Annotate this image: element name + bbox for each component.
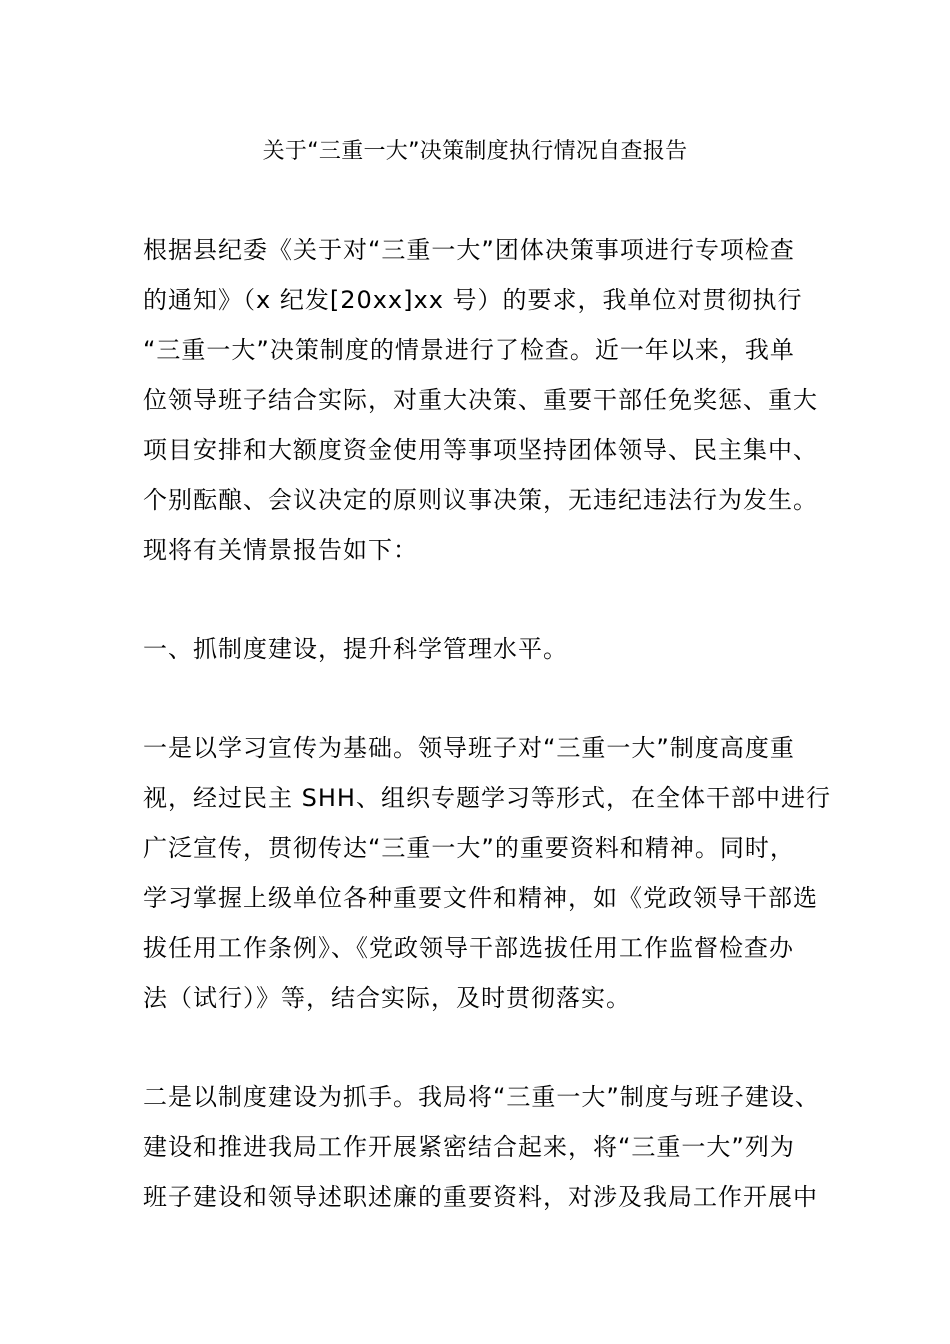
paragraph-system-line: 建设和推进我局工作开展紧密结合起来，将“三重一大”列为 (143, 1133, 795, 1161)
paragraph-study-line: 广泛宣传，贯彻传达“三重一大”的重要资料和精神。同时， (143, 834, 795, 862)
document-title: 关于“三重一大”决策制度执行情况自查报告 (262, 139, 688, 164)
paragraph-study-line: 拔任用工作条例》、《党政领导干部选拔任用工作监督检查办 (143, 934, 794, 962)
paragraph-study-line: 视，经过民主 SHH、组织专题学习等形式，在全体干部中进行 (143, 784, 831, 812)
paragraph-intro-line: 位领导班子结合实际，对重大决策、重要干部任免奖惩、重大 (143, 386, 818, 414)
section-heading: 一、抓制度建设，提升科学管理水平。 (143, 635, 568, 663)
paragraph-intro-line: 的通知》（x 纪发[20xx]xx 号）的要求，我单位对贯彻执行 (143, 286, 803, 314)
paragraph-intro-line: 项目安排和大额度资金使用等事项坚持团体领导、民主集中、 (143, 436, 818, 464)
paragraph-system-line: 二是以制度建设为抓手。我局将“三重一大”制度与班子建设、 (143, 1083, 820, 1111)
paragraph-intro-line: 根据县纪委《关于对“三重一大”团体决策事项进行专项检查 (143, 236, 795, 264)
paragraph-system-line: 班子建设和领导述职述廉的重要资料，对涉及我局工作开展中 (143, 1183, 818, 1211)
paragraph-study-line: 法（试行）》等，结合实际，及时贯彻落实。 (143, 984, 631, 1012)
paragraph-intro-line: 个别酝酿、会议决定的原则议事决策，无违纪违法行为发生。 (143, 486, 818, 514)
paragraph-intro-line: 现将有关情景报告如下： (143, 536, 418, 564)
paragraph-study-line: 一是以学习宣传为基础。领导班子对“三重一大”制度高度重 (143, 734, 795, 762)
paragraph-study-line: 学习掌握上级单位各种重要文件和精神，如《党政领导干部选 (143, 884, 818, 912)
paragraph-intro-line: “三重一大”决策制度的情景进行了检查。近一年以来，我单 (143, 336, 795, 364)
